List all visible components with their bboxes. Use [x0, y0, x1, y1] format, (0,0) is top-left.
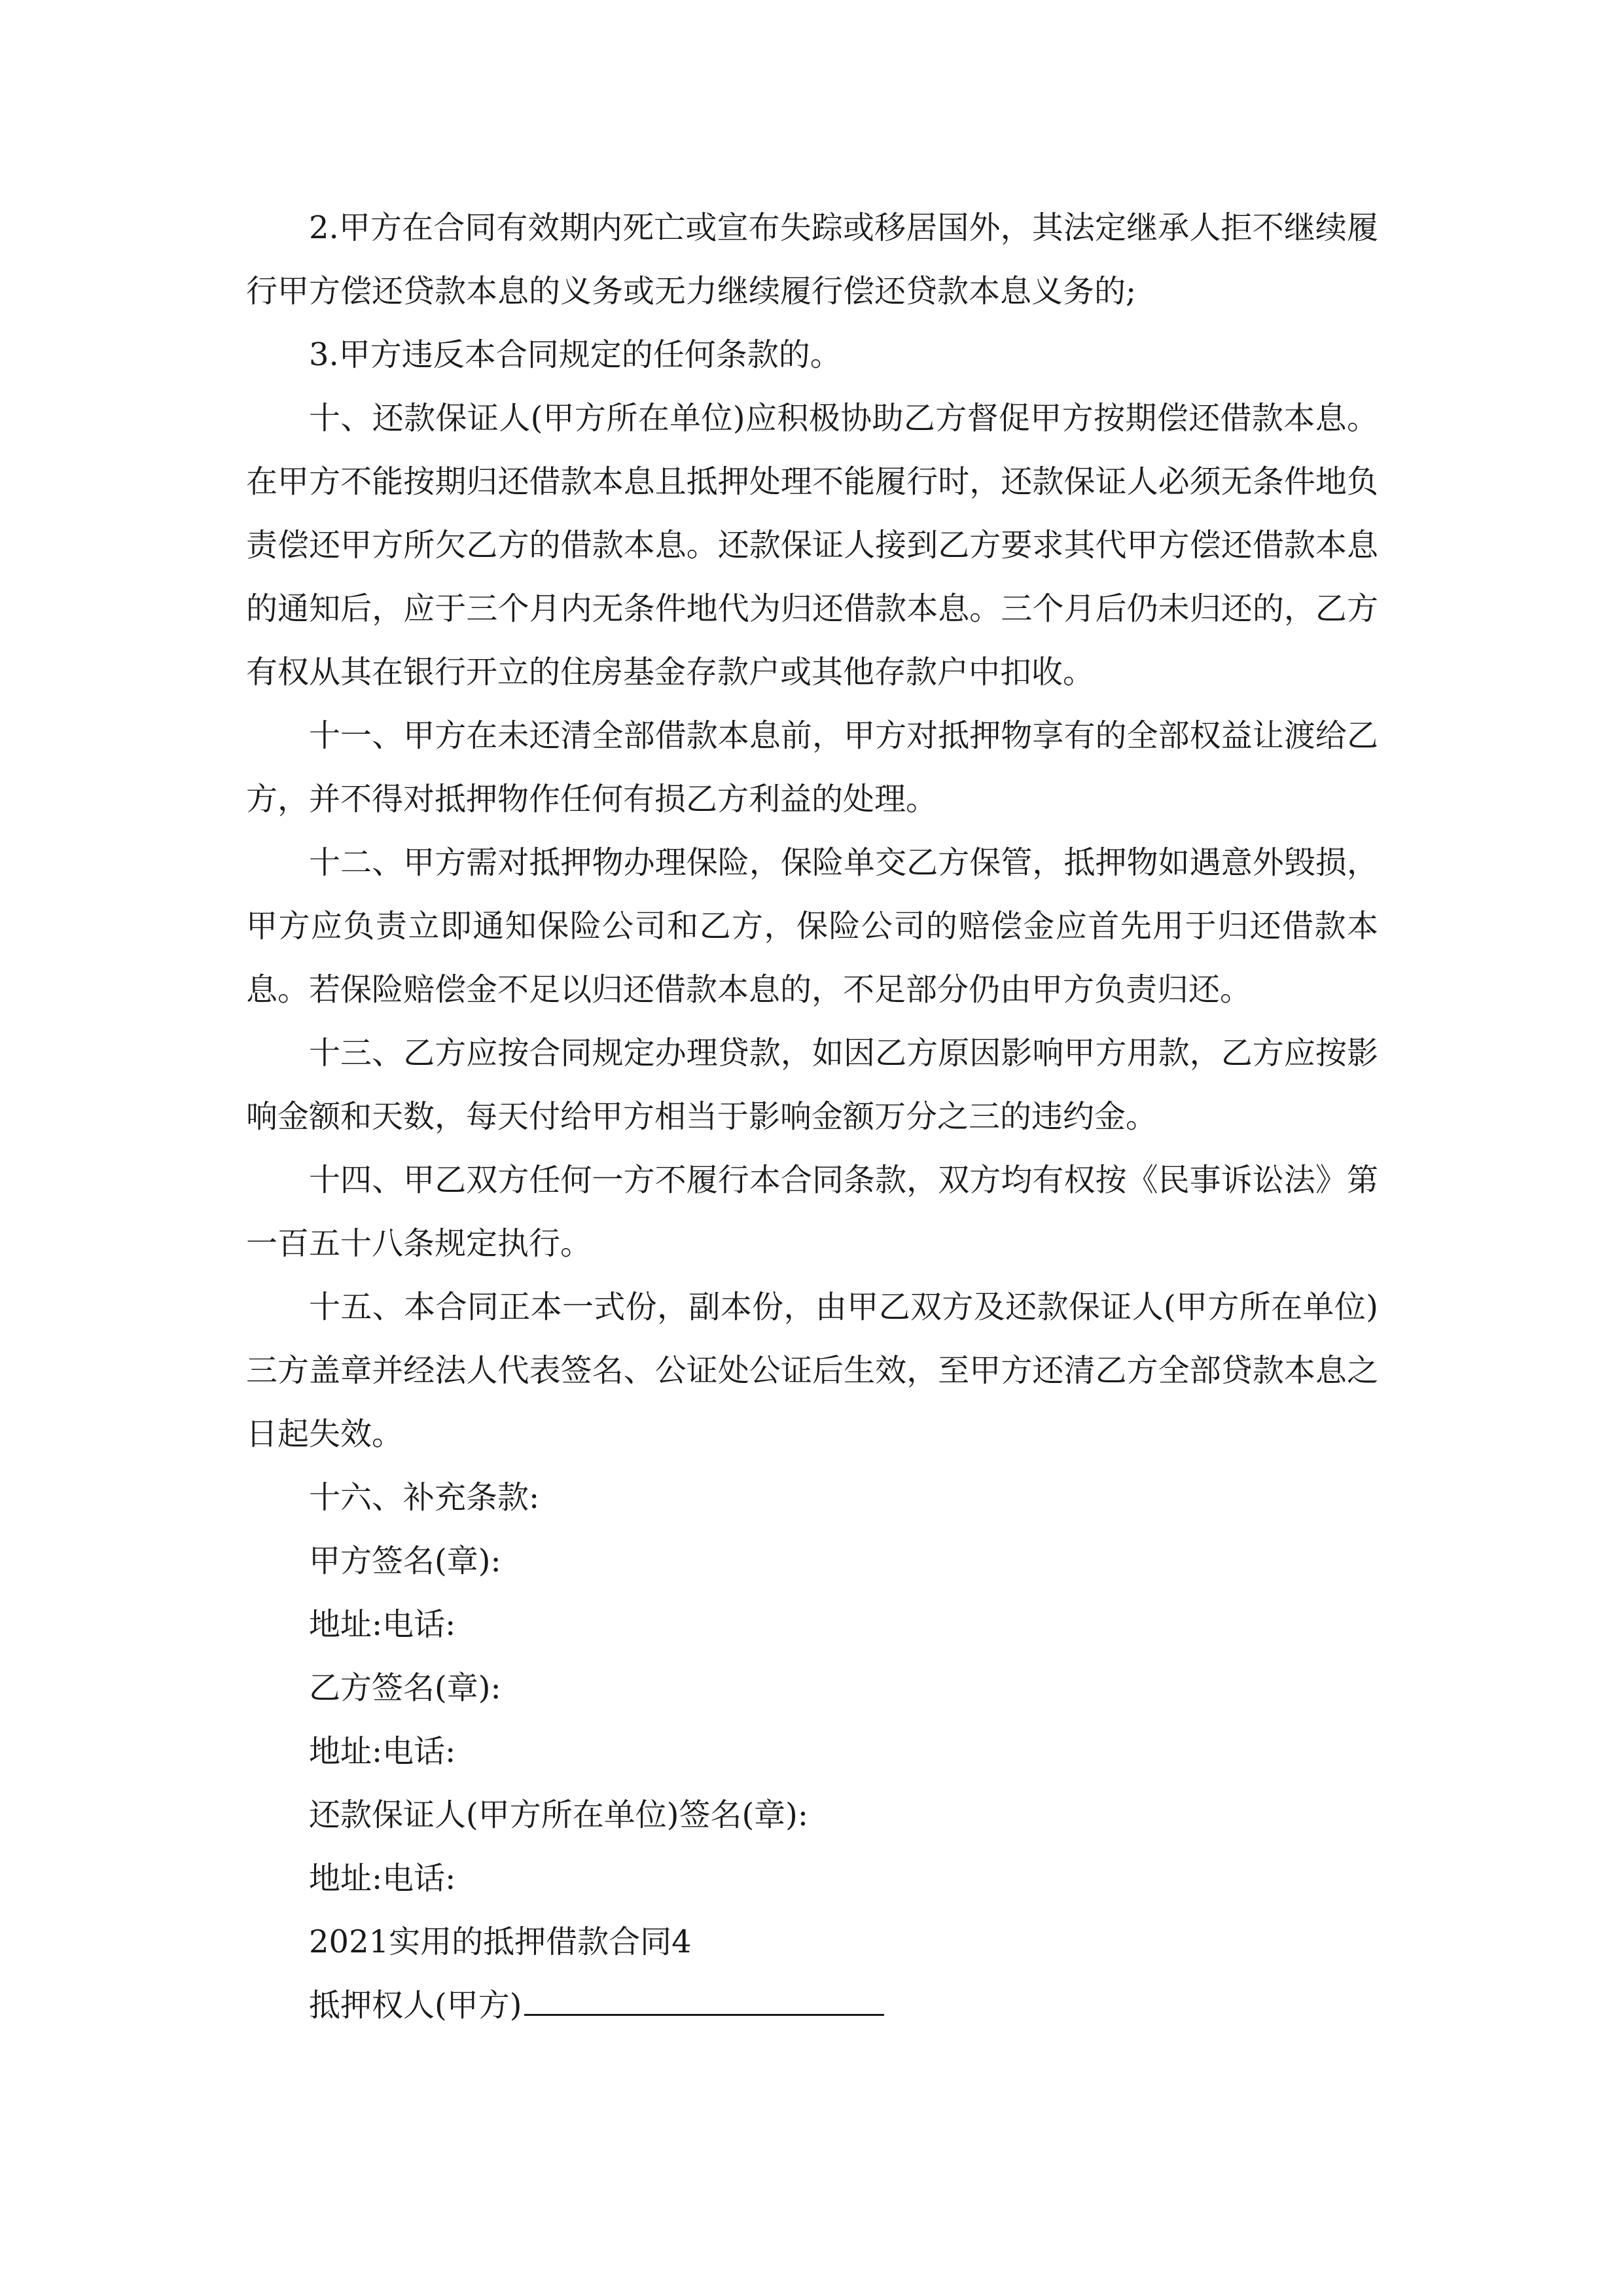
clause-9-item-2: 2.甲方在合同有效期内死亡或宣布失踪或移居国外，其法定继承人拒不继续履行甲方偿还贷款本息的义务或无力继续履行偿还贷款本息义务的; [246, 209, 1378, 310]
guarantor-signature: 还款保证人(甲方所在单位)签名(章): [309, 1797, 809, 1833]
party-a-address-phone: 地址:电话: [309, 1606, 456, 1643]
clause-13: 十三、乙方应按合同规定办理贷款，如因乙方原因影响甲方用款，乙方应按影响金额和天数，每天付给甲方相当于影响金额万分之三的违约金。 [246, 1035, 1378, 1135]
next-contract-title: 2021实用的抵押借款合同4 [309, 1924, 692, 1960]
party-a-signature: 甲方签名(章): [309, 1543, 501, 1579]
clause-12: 十二、甲方需对抵押物办理保险，保险单交乙方保管，抵押物如遇意外毁损，甲方应负责立即通知保险公司和乙方，保险公司的赔偿金应首先用于归还借款本息。若保险赔偿金不足以归还借款本息的，不足部分仍由甲方负责归还。 [246, 844, 1378, 1008]
mortgagee-label: 抵押权人(甲方) [309, 1987, 522, 2024]
clause-15: 十五、本合同正本一式份，副本份，由甲乙双方及还款保证人(甲方所在单位)三方盖章并经法人代表签名、公证处公证后生效，至甲方还清乙方全部贷款本息之日起失效。 [246, 1289, 1378, 1452]
clause-9-item-3: 3.甲方违反本合同规定的任何条款的。 [309, 336, 842, 373]
party-b-signature: 乙方签名(章): [309, 1670, 501, 1706]
clause-10: 十、还款保证人(甲方所在单位)应积极协助乙方督促甲方按期偿还借款本息。在甲方不能按期归还借款本息且抵押处理不能履行时，还款保证人必须无条件地负责偿还甲方所欠乙方的借款本息。还款保证人接到乙方要求其代甲方偿还借款本息的通知后，应于三个月内无条件地代为归还借款本息。三个月后仍未归还的，乙方有权从其在银行开立的住房基金存款户或其他存款户中扣收。 [246, 400, 1378, 691]
guarantor-address-phone: 地址:电话: [309, 1860, 456, 1897]
clause-11: 十一、甲方在未还清全部借款本息前，甲方对抵押物享有的全部权益让渡给乙方，并不得对抵押物作任何有损乙方利益的处理。 [246, 717, 1378, 817]
mortgagee-line [246, 1974, 1378, 2037]
contract-body [246, 196, 1378, 2037]
party-b-address-phone: 地址:电话: [309, 1733, 456, 1770]
mortgagee-blank-line [524, 1980, 884, 2016]
clause-14: 十四、甲乙双方任何一方不履行本合同条款，双方均有权按《民事诉讼法》第一百五十八条规定执行。 [246, 1162, 1378, 1262]
clause-16-supplementary: 十六、补充条款: [309, 1479, 540, 1516]
